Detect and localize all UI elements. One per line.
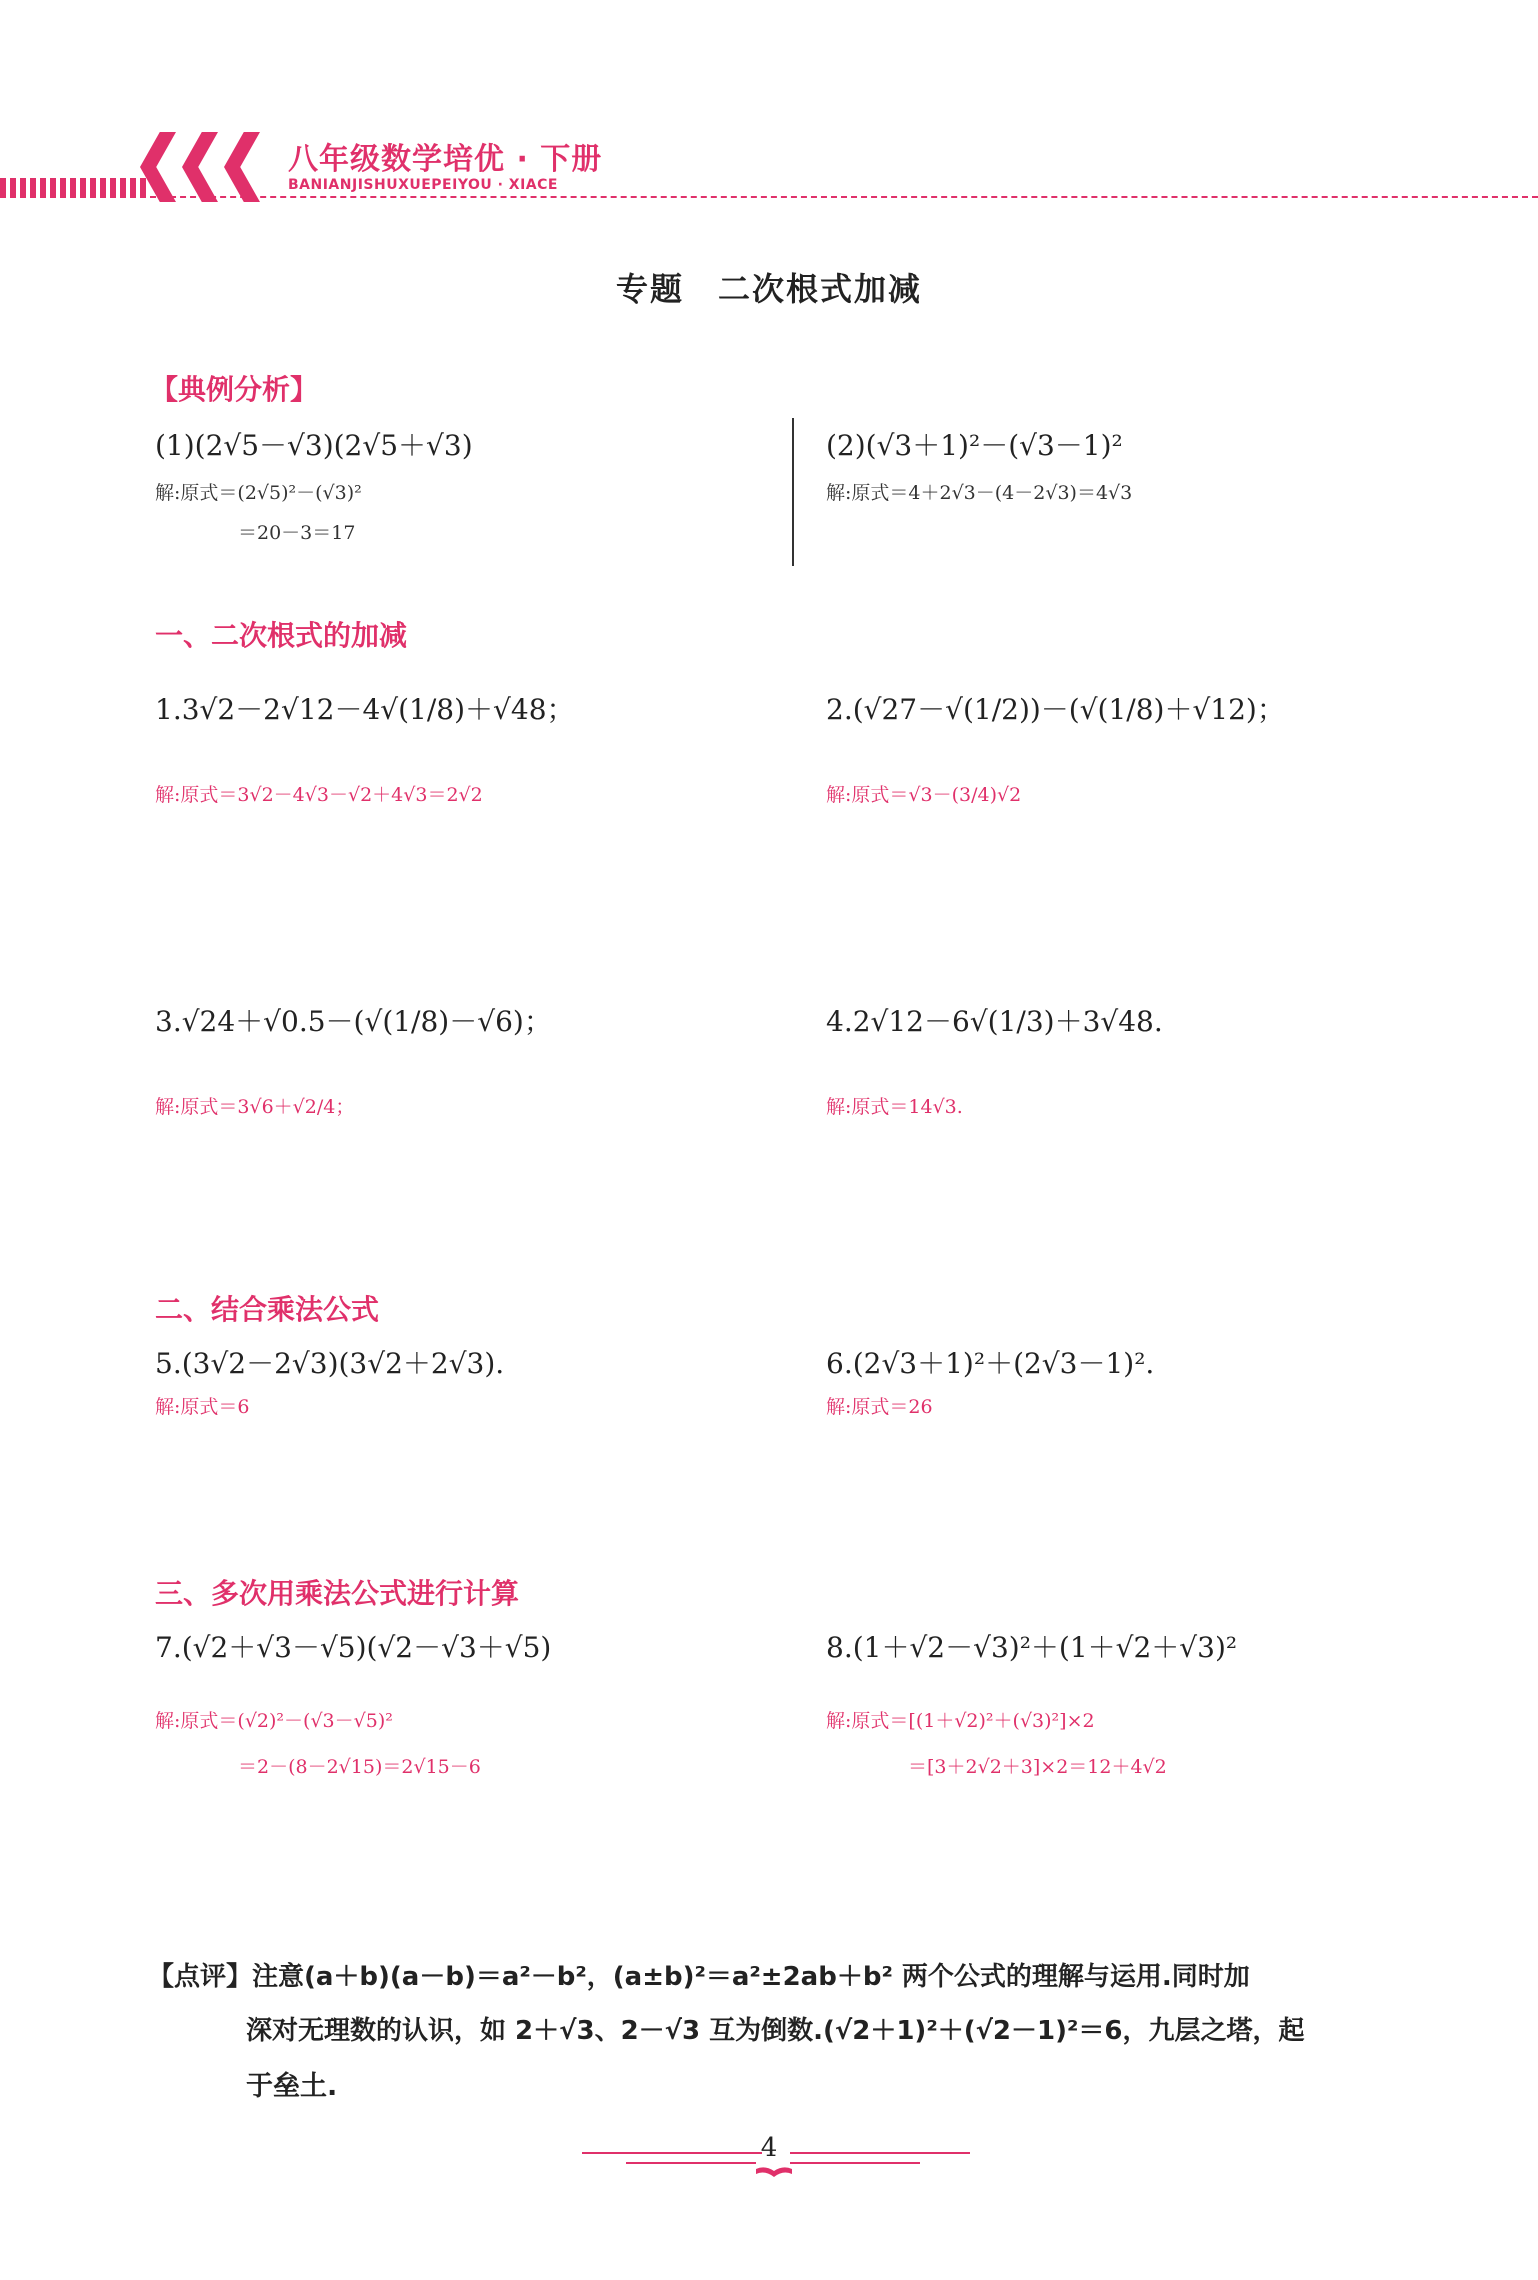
comment-line-2: 深对无理数的认识，如 2＋√3、2－√3 互为倒数.(√2＋1)²＋(√2－1)²＝6，九层之塔，起 [246, 2016, 1305, 2046]
answer-8-line-1: 解:原式＝[(1＋√2)²＋(√3)²]×2 [826, 1710, 1095, 1732]
page-title: 专题 二次根式加减 [615, 270, 922, 308]
section-1-heading: 一、二次根式的加减 [155, 619, 408, 652]
question-6: 6.(2√3＋1)²＋(2√3－1)². [826, 1347, 1155, 1380]
question-2: 2.(√27－√(1/2))－(√(1/8)＋√12)； [826, 693, 1285, 726]
answer-6: 解:原式＝26 [826, 1396, 933, 1418]
answer-2: 解:原式＝√3－(3/4)√2 [826, 784, 1022, 806]
answer-3: 解:原式＝3√6＋√2/4； [155, 1096, 355, 1118]
book-subtitle: BANIANJISHUXUEPEIYOU · XIACE [288, 177, 558, 193]
header-stripes [0, 178, 150, 198]
question-4: 4.2√12－6√(1/3)＋3√48. [826, 1005, 1163, 1038]
question-7: 7.(√2＋√3－√5)(√2－√3＋√5) [155, 1631, 552, 1664]
answer-8-line-2: ＝[3＋2√2＋3]×2＝12＋4√2 [908, 1756, 1167, 1778]
question-8: 8.(1＋√2－√3)²＋(1＋√2＋√3)² [826, 1631, 1238, 1664]
chevron-icon [224, 132, 260, 202]
section-3-heading: 三、多次用乘法公式进行计算 [155, 1577, 520, 1610]
answer-7-line-2: ＝2－(8－2√15)＝2√15－6 [238, 1756, 481, 1778]
book-title: 八年级数学培优 · 下册 [288, 142, 603, 177]
header-divider [150, 196, 1538, 198]
page-number: 4 [760, 2133, 778, 2163]
question-3: 3.√24＋√0.5－(√(1/8)－√6)； [155, 1005, 552, 1038]
question-1: 1.3√2－2√12－4√(1/8)＋√48； [155, 693, 575, 726]
comment-line-3: 于垒土. [246, 2071, 338, 2102]
answer-5: 解:原式＝6 [155, 1396, 250, 1418]
example-heading: 【典例分析】 [150, 373, 319, 406]
example-solution-1-line-1: 解:原式＝(2√5)²－(√3)² [155, 482, 362, 504]
column-divider [792, 418, 794, 566]
answer-4: 解:原式＝14√3. [826, 1096, 963, 1118]
question-5: 5.(3√2－2√3)(3√2＋2√3). [155, 1347, 505, 1380]
answer-1: 解:原式＝3√2－4√3－√2＋4√3＝2√2 [155, 784, 483, 806]
comment-line-1: 【点评】注意(a＋b)(a－b)＝a²－b²，(a±b)²＝a²±2ab＋b² 两个公式的理解与运用.同时加 [148, 1962, 1250, 1992]
open-book-icon [754, 2165, 794, 2179]
example-problem-1: (1)(2√5－√3)(2√5＋√3) [155, 429, 473, 462]
example-solution-2: 解:原式＝4＋2√3－(4－2√3)＝4√3 [826, 482, 1133, 504]
example-solution-1-line-2: ＝20－3＝17 [238, 522, 356, 544]
answer-7-line-1: 解:原式＝(√2)²－(√3－√5)² [155, 1710, 393, 1732]
section-2-heading: 二、结合乘法公式 [155, 1293, 380, 1326]
chevron-icon [182, 132, 218, 202]
example-problem-2: (2)(√3＋1)²－(√3－1)² [826, 429, 1123, 462]
